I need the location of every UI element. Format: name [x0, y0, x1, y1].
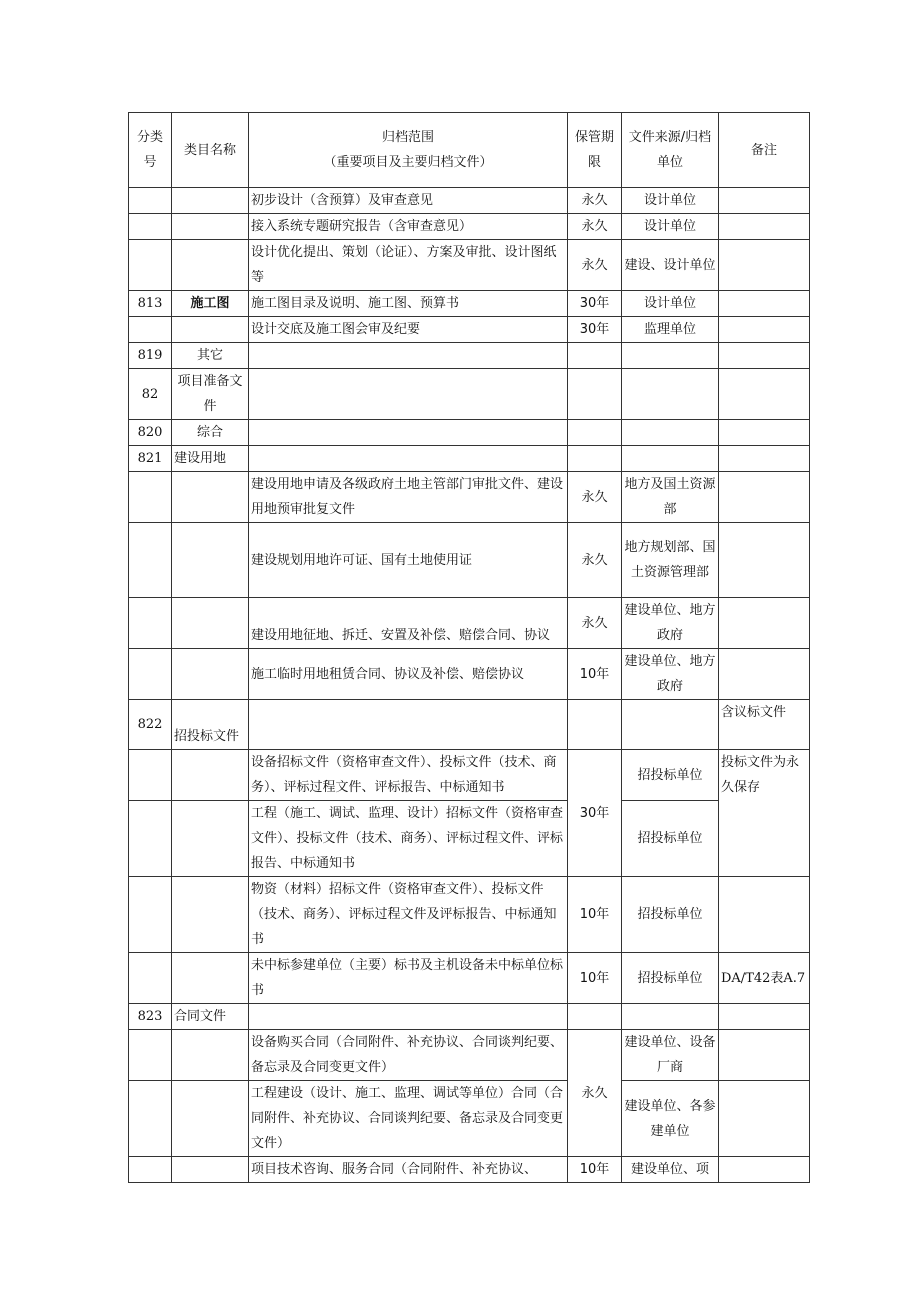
table-row: [129, 801, 810, 877]
cell-note: [719, 1081, 810, 1157]
table-row: [129, 877, 810, 953]
cell-period: 永久: [568, 188, 622, 214]
cell-scope: [249, 446, 568, 472]
cell-name: 综合: [172, 420, 249, 446]
cell-code: [129, 598, 172, 649]
cell-source: 建设单位、各参建单位: [622, 1081, 719, 1157]
cell-code: [129, 188, 172, 214]
cell-source: 监理单位: [622, 317, 719, 343]
cell-source: 建设单位、项: [622, 1157, 719, 1183]
cell-source: 建设单位、地方政府: [622, 649, 719, 700]
cell-period: 永久: [568, 598, 622, 649]
archive-classification-table: [128, 112, 810, 1183]
cell-period: 30年: [568, 291, 622, 317]
cell-name: 建设用地: [172, 446, 249, 472]
cell-name: 合同文件: [172, 1004, 249, 1030]
table-row: [129, 700, 810, 750]
cell-name: [172, 953, 249, 1004]
cell-period: [568, 1004, 622, 1030]
cell-scope: 设备招标文件（资格审查文件）、投标文件（技术、商务）、评标过程文件、评标报告、中标通知书: [249, 750, 568, 801]
cell-name: [172, 1030, 249, 1081]
cell-scope: [249, 700, 568, 750]
cell-scope: 工程（施工、调试、监理、设计）招标文件（资格审查文件）、投标文件（技术、商务）、评标过程文件、评标报告、中标通知书: [249, 801, 568, 877]
table-row: [129, 446, 810, 472]
header-code: 分类号: [129, 113, 172, 188]
cell-scope: 建设规划用地许可证、国有土地使用证: [249, 523, 568, 598]
cell-note: [719, 240, 810, 291]
cell-note: [719, 446, 810, 472]
table-row: [129, 188, 810, 214]
table-row: [129, 369, 810, 420]
cell-scope: 项目技术咨询、服务合同（合同附件、补充协议、: [249, 1157, 568, 1183]
cell-code: [129, 953, 172, 1004]
cell-note: [719, 317, 810, 343]
cell-name: 施工图: [172, 291, 249, 317]
table-row: [129, 420, 810, 446]
cell-period: 10年: [568, 1157, 622, 1183]
cell-name: 其它: [172, 343, 249, 369]
cell-period: 10年: [568, 649, 622, 700]
cell-code: [129, 1081, 172, 1157]
header-row: [129, 113, 810, 188]
cell-name: [172, 317, 249, 343]
cell-source: 设计单位: [622, 214, 719, 240]
cell-scope: 施工临时用地租赁合同、协议及补偿、赔偿协议: [249, 649, 568, 700]
cell-code: [129, 877, 172, 953]
cell-name: [172, 1081, 249, 1157]
cell-code: 822: [129, 700, 172, 750]
header-name: 类目名称: [172, 113, 249, 188]
cell-name: [172, 801, 249, 877]
cell-source: [622, 420, 719, 446]
cell-code: [129, 750, 172, 801]
cell-note: [719, 343, 810, 369]
cell-note: [719, 214, 810, 240]
cell-code: [129, 1157, 172, 1183]
table-row: [129, 343, 810, 369]
cell-scope: 未中标参建单位（主要）标书及主机设备未中标单位标书: [249, 953, 568, 1004]
cell-scope: 建设用地申请及各级政府土地主管部门审批文件、建设用地预审批复文件: [249, 472, 568, 523]
cell-code: [129, 523, 172, 598]
cell-code: 819: [129, 343, 172, 369]
cell-period: [568, 343, 622, 369]
table-row: [129, 1157, 810, 1183]
cell-note: [719, 523, 810, 598]
header-period: 保管期限: [568, 113, 622, 188]
cell-period: 永久: [568, 240, 622, 291]
cell-note: [719, 291, 810, 317]
cell-source: 建设单位、设备厂商: [622, 1030, 719, 1081]
cell-name: [172, 188, 249, 214]
cell-source: 招投标单位: [622, 953, 719, 1004]
cell-name: [172, 750, 249, 801]
cell-name: [172, 523, 249, 598]
header-scope-line1: 归档范围: [381, 130, 434, 145]
cell-scope: 物资（材料）招标文件（资格审查文件）、投标文件（技术、商务）、评标过程文件及评标报告、中标通知书: [249, 877, 568, 953]
cell-code: 821: [129, 446, 172, 472]
table-row: [129, 317, 810, 343]
cell-name: [172, 240, 249, 291]
cell-scope: [249, 343, 568, 369]
cell-scope: 建设用地征地、拆迁、安置及补偿、赔偿合同、协议: [249, 598, 568, 649]
cell-note-merged: 投标文件为永久保存: [719, 750, 810, 877]
cell-source: 招投标单位: [622, 801, 719, 877]
table-row: [129, 523, 810, 598]
cell-scope: 工程建设（设计、施工、监理、调试等单位）合同（合同附件、补充协议、合同谈判纪要、备忘录及合同变更文件）: [249, 1081, 568, 1157]
cell-name: [172, 472, 249, 523]
cell-code: [129, 214, 172, 240]
cell-name: 项目准备文件: [172, 369, 249, 420]
cell-source: [622, 369, 719, 420]
cell-source: 设计单位: [622, 188, 719, 214]
header-scope-line2: （重要项目及主要归档文件）: [323, 155, 493, 170]
cell-note: [719, 369, 810, 420]
cell-code: 813: [129, 291, 172, 317]
cell-scope: [249, 420, 568, 446]
cell-scope: 设备购买合同（合同附件、补充协议、合同谈判纪要、备忘录及合同变更文件）: [249, 1030, 568, 1081]
table-row: [129, 291, 810, 317]
cell-note: [719, 649, 810, 700]
cell-note: 含议标文件: [719, 700, 810, 750]
cell-source: [622, 446, 719, 472]
cell-note: [719, 1157, 810, 1183]
cell-source: 设计单位: [622, 291, 719, 317]
table-row: [129, 1004, 810, 1030]
cell-scope: [249, 369, 568, 420]
cell-period: 30年: [568, 317, 622, 343]
cell-code: [129, 1030, 172, 1081]
cell-period: [568, 446, 622, 472]
cell-source: [622, 700, 719, 750]
cell-note: [719, 598, 810, 649]
cell-note: [719, 420, 810, 446]
cell-period: 永久: [568, 472, 622, 523]
cell-note: [719, 877, 810, 953]
cell-period: 永久: [568, 523, 622, 598]
cell-period: [568, 420, 622, 446]
cell-source: 招投标单位: [622, 750, 719, 801]
cell-source: 建设单位、地方政府: [622, 598, 719, 649]
cell-name: [172, 214, 249, 240]
cell-code: [129, 801, 172, 877]
cell-source: [622, 343, 719, 369]
table-row: [129, 598, 810, 649]
table-row: [129, 472, 810, 523]
table-row: [129, 1030, 810, 1081]
cell-scope: 施工图目录及说明、施工图、预算书: [249, 291, 568, 317]
header-note: 备注: [719, 113, 810, 188]
cell-scope: 接入系统专题研究报告（含审查意见）: [249, 214, 568, 240]
cell-period-merged: 永久: [568, 1030, 622, 1157]
cell-source: [622, 1004, 719, 1030]
cell-period-merged: 30年: [568, 750, 622, 877]
cell-code: 82: [129, 369, 172, 420]
cell-note: [719, 1004, 810, 1030]
cell-source: 建设、设计单位: [622, 240, 719, 291]
cell-note: DA/T42表A.7: [719, 953, 810, 1004]
cell-code: 820: [129, 420, 172, 446]
cell-source: 地方规划部、国土资源管理部: [622, 523, 719, 598]
cell-code: 823: [129, 1004, 172, 1030]
cell-name: [172, 1157, 249, 1183]
table-row: [129, 214, 810, 240]
cell-name: [172, 649, 249, 700]
cell-source: 招投标单位: [622, 877, 719, 953]
cell-name: [172, 877, 249, 953]
cell-scope: 初步设计（含预算）及审查意见: [249, 188, 568, 214]
cell-scope: 设计优化提出、策划（论证）、方案及审批、设计图纸等: [249, 240, 568, 291]
table-row: [129, 750, 810, 801]
header-source: 文件来源/归档单位: [622, 113, 719, 188]
table-row: [129, 240, 810, 291]
cell-source: 地方及国土资源部: [622, 472, 719, 523]
cell-period: [568, 369, 622, 420]
cell-scope: 设计交底及施工图会审及纪要: [249, 317, 568, 343]
cell-note: [719, 472, 810, 523]
cell-note: [719, 1030, 810, 1081]
table-row: [129, 649, 810, 700]
table-row: [129, 953, 810, 1004]
cell-note: [719, 188, 810, 214]
cell-name: [172, 598, 249, 649]
cell-scope: [249, 1004, 568, 1030]
cell-period: 10年: [568, 953, 622, 1004]
cell-code: [129, 317, 172, 343]
cell-code: [129, 240, 172, 291]
cell-code: [129, 649, 172, 700]
cell-period: [568, 700, 622, 750]
cell-code: [129, 472, 172, 523]
header-scope: [249, 113, 568, 188]
table-row: [129, 1081, 810, 1157]
cell-period: 10年: [568, 877, 622, 953]
cell-period: 永久: [568, 214, 622, 240]
cell-name: 招投标文件: [172, 700, 249, 750]
